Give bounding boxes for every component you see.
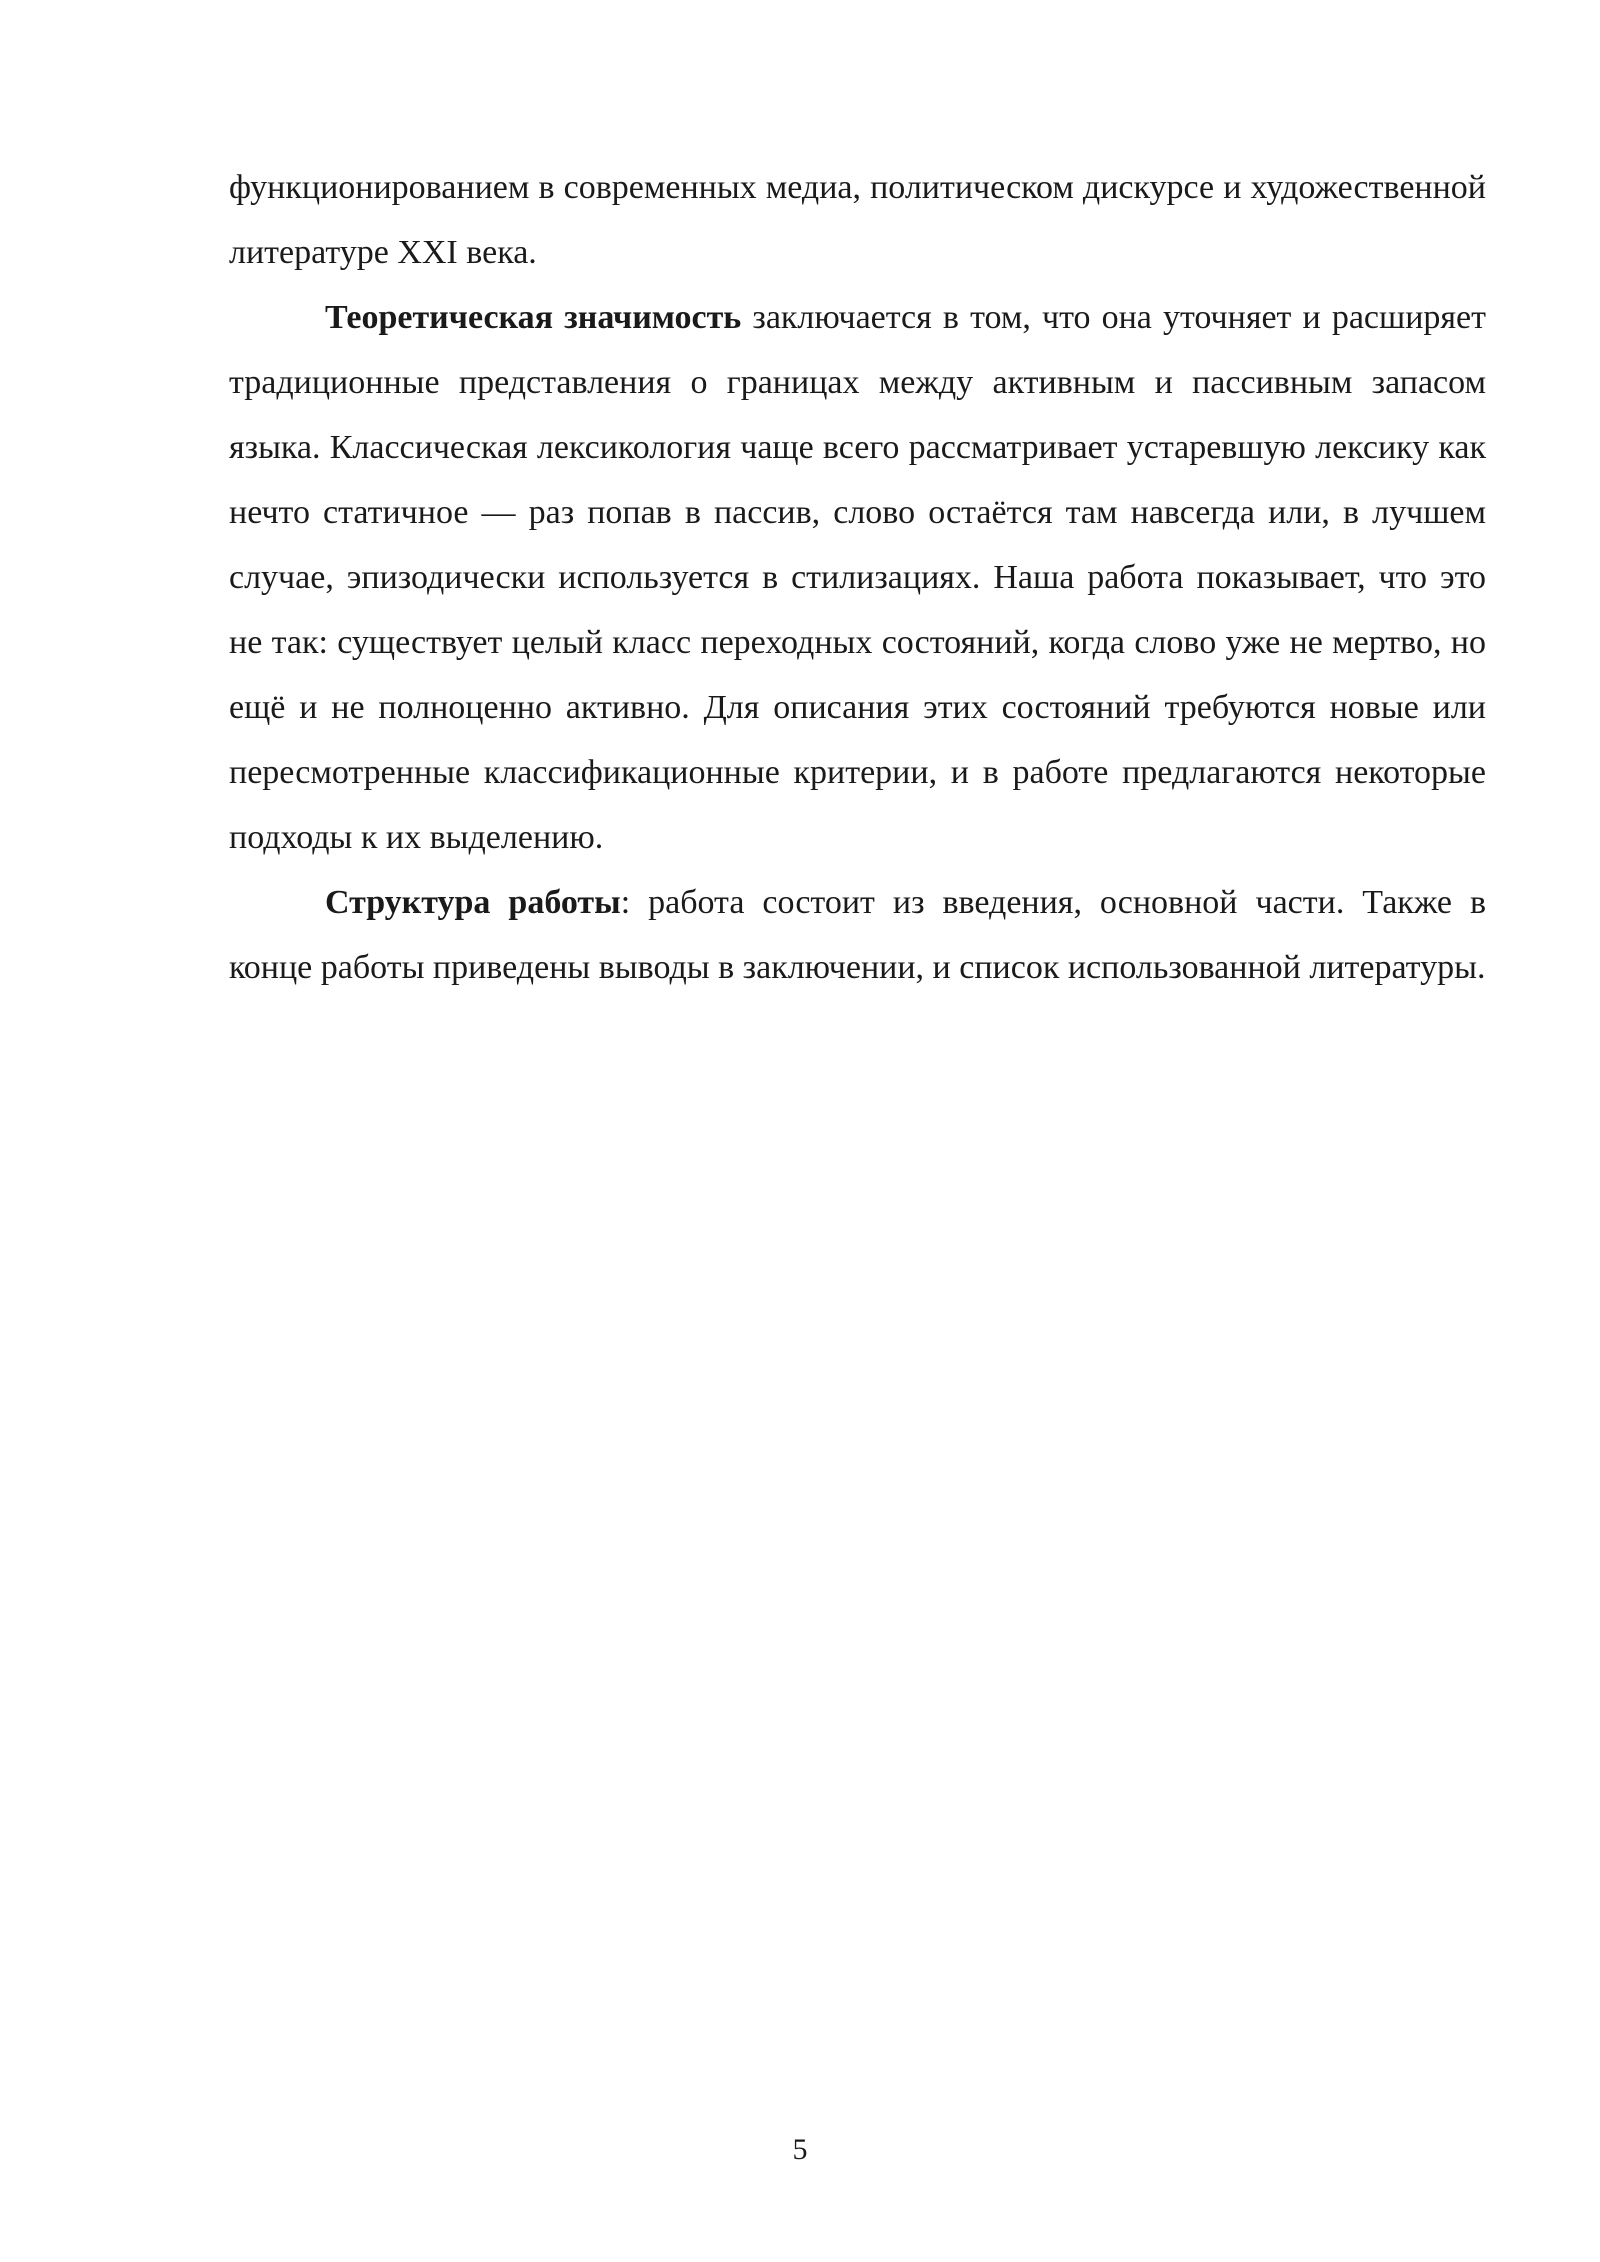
- paragraph-text: : работа состоит из введения, основной части. Также в конце работы приведены выводы в заключении, и список использованной литературы.: [229, 884, 1486, 986]
- paragraph-continuation: [229, 155, 1486, 285]
- paragraph-heading: Структура работы: [325, 884, 621, 921]
- paragraph-theoretical-significance: [229, 285, 1486, 870]
- paragraph-text: заключается в том, что она уточняет и расширяет традиционные представления о границах между активным и пассивным запасом языка. Классическая лексикология чаще всего рассматривает устаревшую лексику как нечто статичное — раз попав в пассив, слово остаётся там навсегда или, в лучшем случае, эпизодически используется в стилизациях. Наша работа показывает, что это не так: существует целый класс переходных состояний, когда слово уже не мертво, но ещё и не полноценно активно. Для описания этих состояний требуются новые или пересмотренные классификационные критерии, и в работе предлагаются некоторые подходы к их выделению.: [229, 299, 1486, 856]
- paragraph-work-structure: [229, 870, 1486, 1000]
- paragraph-heading: Теоретическая значимость: [325, 299, 742, 336]
- paragraph-text: функционированием в современных медиа, политическом дискурсе и художественной литературе XXI века.: [229, 169, 1486, 271]
- document-body: [229, 155, 1486, 1000]
- page-number: 5: [792, 2133, 808, 2166]
